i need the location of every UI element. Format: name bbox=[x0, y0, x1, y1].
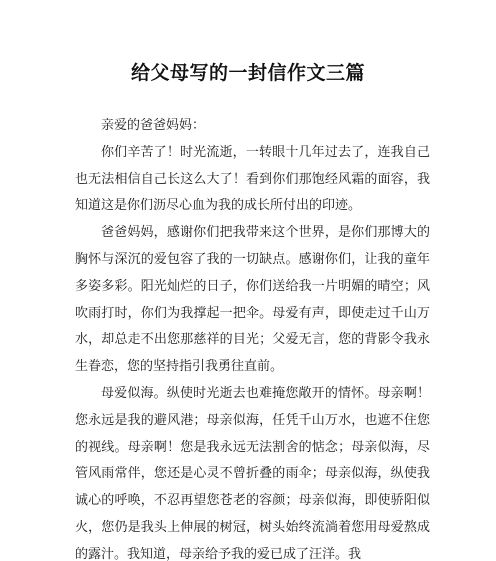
document-title: 给父母写的一封信作文三篇 bbox=[130, 62, 365, 84]
body-paragraph-2: 爸爸妈妈，感谢你们把我带来这个世界，是你们那博大的胸怀与深沉的爱包容了我的一切缺点。感谢你们，让我的童年多姿多彩。阳光灿烂的日子，你们送给我一片明媚的晴空；风吹雨打时，你们为我撑起一把伞。母爱有声，即使走过千山万水，却总走不出您那慈祥的目光；父爱无言，您的背影令我永生眷恋，您的坚持指引我勇往直前。 bbox=[75, 225, 430, 375]
body-paragraph-1: 你们辛苦了！时光流逝，一转眼十几年过去了，连我自己也无法相信自己长这么大了！看到你们那饱经风霜的面容，我知道这是你们沥尽心血为我的成长所付出的印迹。 bbox=[75, 144, 430, 214]
salutation-paragraph: 亲爱的爸爸妈妈： bbox=[101, 118, 206, 133]
body-paragraph-3: 母爱似海。纵使时光逝去也难掩您敞开的情怀。母亲啊！您永远是我的避风港；母亲似海，任凭千山万水，也遮不住您的视线。母亲啊！您是我永远无法割舍的惦念；母亲似海，尽管风雨常伴，您还是心灵不曾折叠的雨伞；母亲似海，纵使我诚心的呼唤，不忍再望您苍老的容颜；母亲似海，即使骄阳似火，您仍是我头上伸展的树冠，树头始终流淌着您用母爱熬成的露汁。我知道，母亲给予我的爱已成了汪洋。我 bbox=[75, 385, 430, 561]
document-body bbox=[75, 113, 430, 561]
